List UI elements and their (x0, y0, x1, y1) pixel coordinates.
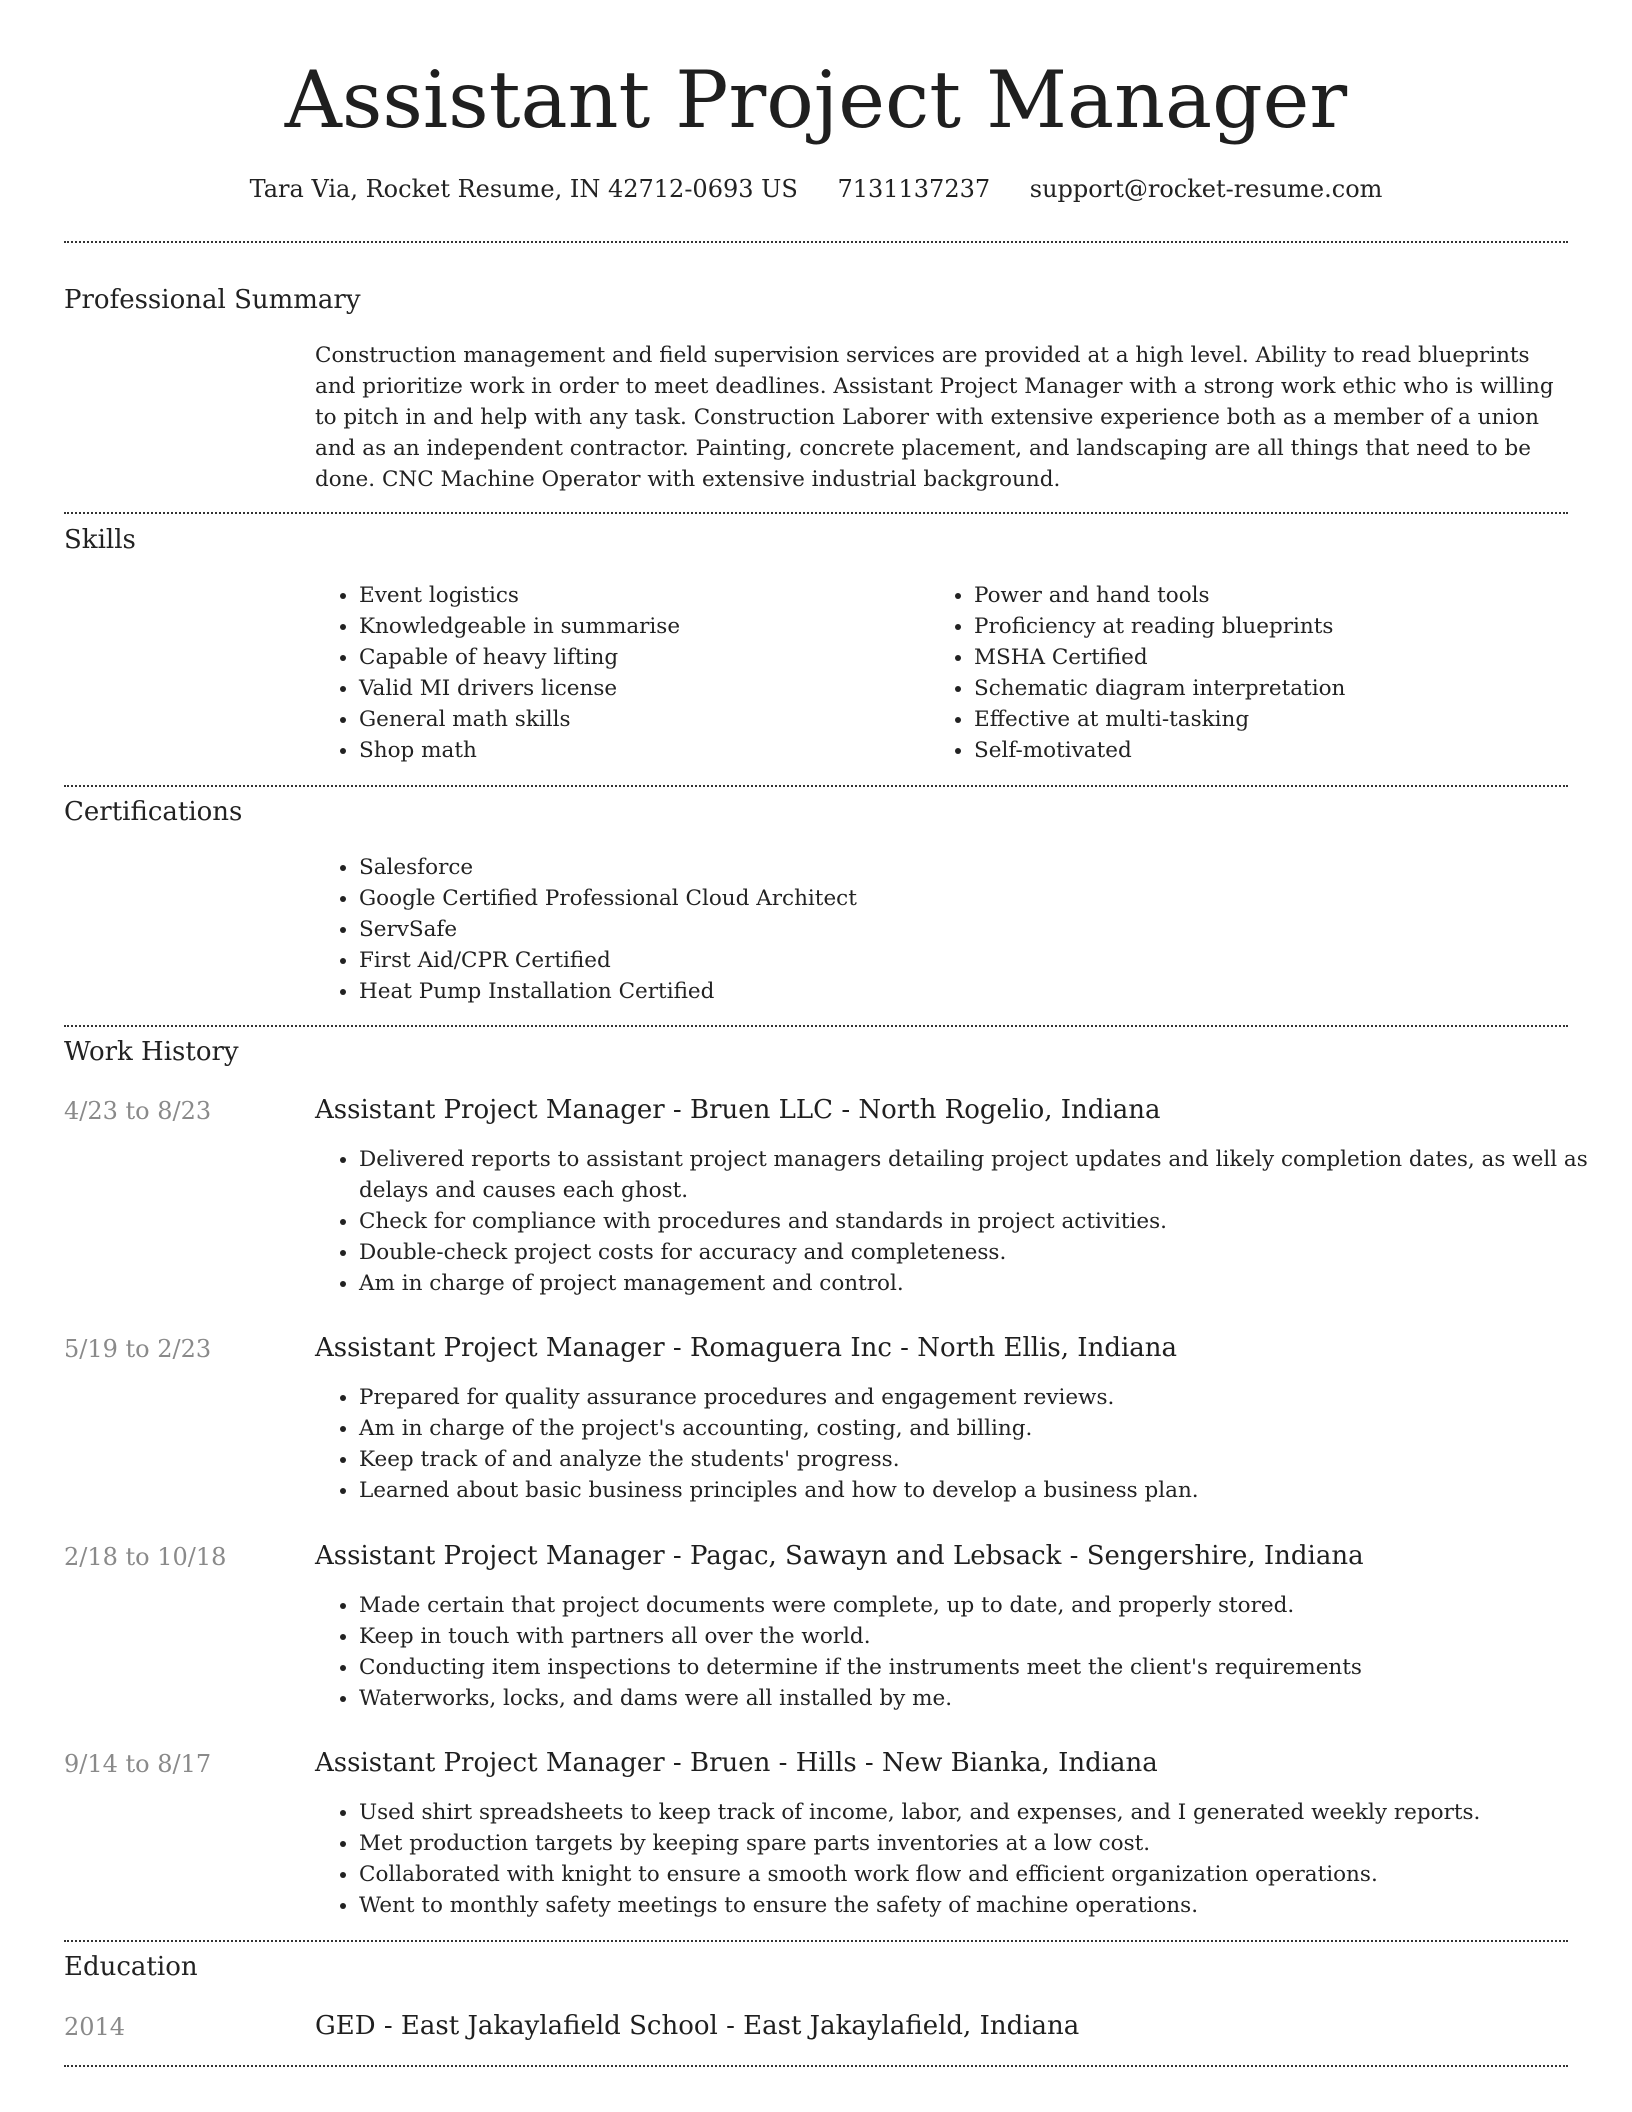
section-divider (64, 1940, 1568, 1942)
contact-line (0, 172, 1632, 206)
section-divider (64, 241, 1568, 243)
job-title: Assistant Project Manager - Romaguera Inc - North Ellis, Indiana (315, 1333, 1178, 1363)
job-dates: 4/23 to 8/23 (64, 1097, 212, 1125)
list-item: • Keep track of and analyze the students' progress. (359, 1444, 1609, 1475)
list-item: • Power and hand tools (974, 580, 1574, 611)
job-title: Assistant Project Manager - Bruen LLC - North Rogelio, Indiana (315, 1095, 1161, 1125)
job-bullets (315, 1382, 1609, 1506)
list-item: • Event logistics (359, 580, 919, 611)
list-item: • Knowledgeable in summarise (359, 611, 919, 642)
contact-email: support@rocket-resume.com (1029, 175, 1383, 203)
list-item: • Capable of heavy lifting (359, 642, 919, 673)
resume-title: Assistant Project Manager (284, 54, 1348, 146)
section-divider (64, 512, 1568, 514)
list-item: • Keep in touch with partners all over the world. (359, 1621, 1609, 1652)
job-title: Assistant Project Manager - Bruen - Hills - New Bianka, Indiana (315, 1748, 1158, 1778)
list-item: • Self-motivated (974, 735, 1574, 766)
list-item: • Delivered reports to assistant project managers detailing project updates and likely completion dates, as well as delays and causes each ghost. (359, 1144, 1609, 1206)
list-item: • Waterworks, locks, and dams were all installed by me. (359, 1683, 1609, 1714)
list-item: • Am in charge of the project's accounting, costing, and billing. (359, 1413, 1609, 1444)
list-item: • Prepared for quality assurance procedures and engagement reviews. (359, 1382, 1609, 1413)
list-item: • Valid MI drivers license (359, 673, 919, 704)
list-item: • Heat Pump Installation Certified (359, 976, 1559, 1007)
list-item: • Met production targets by keeping spare parts inventories at a low cost. (359, 1828, 1609, 1859)
list-item: • Made certain that project documents were complete, up to date, and properly stored. (359, 1590, 1609, 1621)
job-dates: 2/18 to 10/18 (64, 1543, 227, 1571)
list-item: • MSHA Certified (974, 642, 1574, 673)
skills-list-right (930, 580, 1574, 766)
list-item: • General math skills (359, 704, 919, 735)
job-bullets (315, 1797, 1609, 1921)
summary-text: Construction management and field supervision services are provided at a high level. Ability to read blueprints and prioritize work in order to meet deadlines. Assistant Project Manager with a strong work ethic who is willing to pitch in and help with any task. Construction Laborer with extensive experience both as a member of a union and as an independent contractor. Painting, concrete placement, and landscaping are all things that need to be done. CNC Machine Operator with extensive industrial background. (315, 343, 1554, 492)
list-item: • Salesforce (359, 852, 1559, 883)
job-bullets (315, 1590, 1609, 1714)
job-dates: 5/19 to 2/23 (64, 1335, 212, 1363)
summary-heading: Professional Summary (64, 285, 361, 315)
list-item: • Effective at multi-tasking (974, 704, 1574, 735)
list-item: • Proficiency at reading blueprints (974, 611, 1574, 642)
certifications-heading: Certifications (64, 797, 243, 827)
list-item: • Am in charge of project management and control. (359, 1268, 1609, 1299)
job-title: Assistant Project Manager - Pagac, Sawayn and Lebsack - Sengershire, Indiana (315, 1541, 1364, 1571)
list-item: • Collaborated with knight to ensure a smooth work flow and efficient organization operations. (359, 1859, 1609, 1890)
contact-phone: 7131137237 (837, 175, 991, 203)
list-item: • Used shirt spreadsheets to keep track of income, labor, and expenses, and I generated weekly reports. (359, 1797, 1609, 1828)
work-history-heading: Work History (64, 1037, 239, 1067)
list-item: • Google Certified Professional Cloud Architect (359, 883, 1559, 914)
list-item: • Shop math (359, 735, 919, 766)
skills-heading: Skills (64, 525, 136, 555)
list-item: • Went to monthly safety meetings to ensure the safety of machine operations. (359, 1890, 1609, 1921)
section-divider (64, 2065, 1568, 2067)
section-divider (64, 785, 1568, 787)
education-heading: Education (64, 1952, 198, 1982)
job-dates: 9/14 to 8/17 (64, 1750, 212, 1778)
list-item: • First Aid/CPR Certified (359, 945, 1559, 976)
list-item: • Double-check project costs for accuracy and completeness. (359, 1237, 1609, 1268)
section-divider (64, 1025, 1568, 1027)
list-item: • Check for compliance with procedures and standards in project activities. (359, 1206, 1609, 1237)
education-entry: GED - East Jakaylafield School - East Jakaylafield, Indiana (315, 2011, 1080, 2041)
education-year: 2014 (64, 2013, 126, 2041)
list-item: • Learned about basic business principles and how to develop a business plan. (359, 1475, 1609, 1506)
job-bullets (315, 1144, 1609, 1299)
skills-list-left (315, 580, 919, 766)
contact-address: Tara Via, Rocket Resume, IN 42712-0693 US (249, 175, 798, 203)
certifications-list (315, 852, 1559, 1007)
list-item: • Conducting item inspections to determine if the instruments meet the client's requirements (359, 1652, 1609, 1683)
list-item: • Schematic diagram interpretation (974, 673, 1574, 704)
list-item: • ServSafe (359, 914, 1559, 945)
